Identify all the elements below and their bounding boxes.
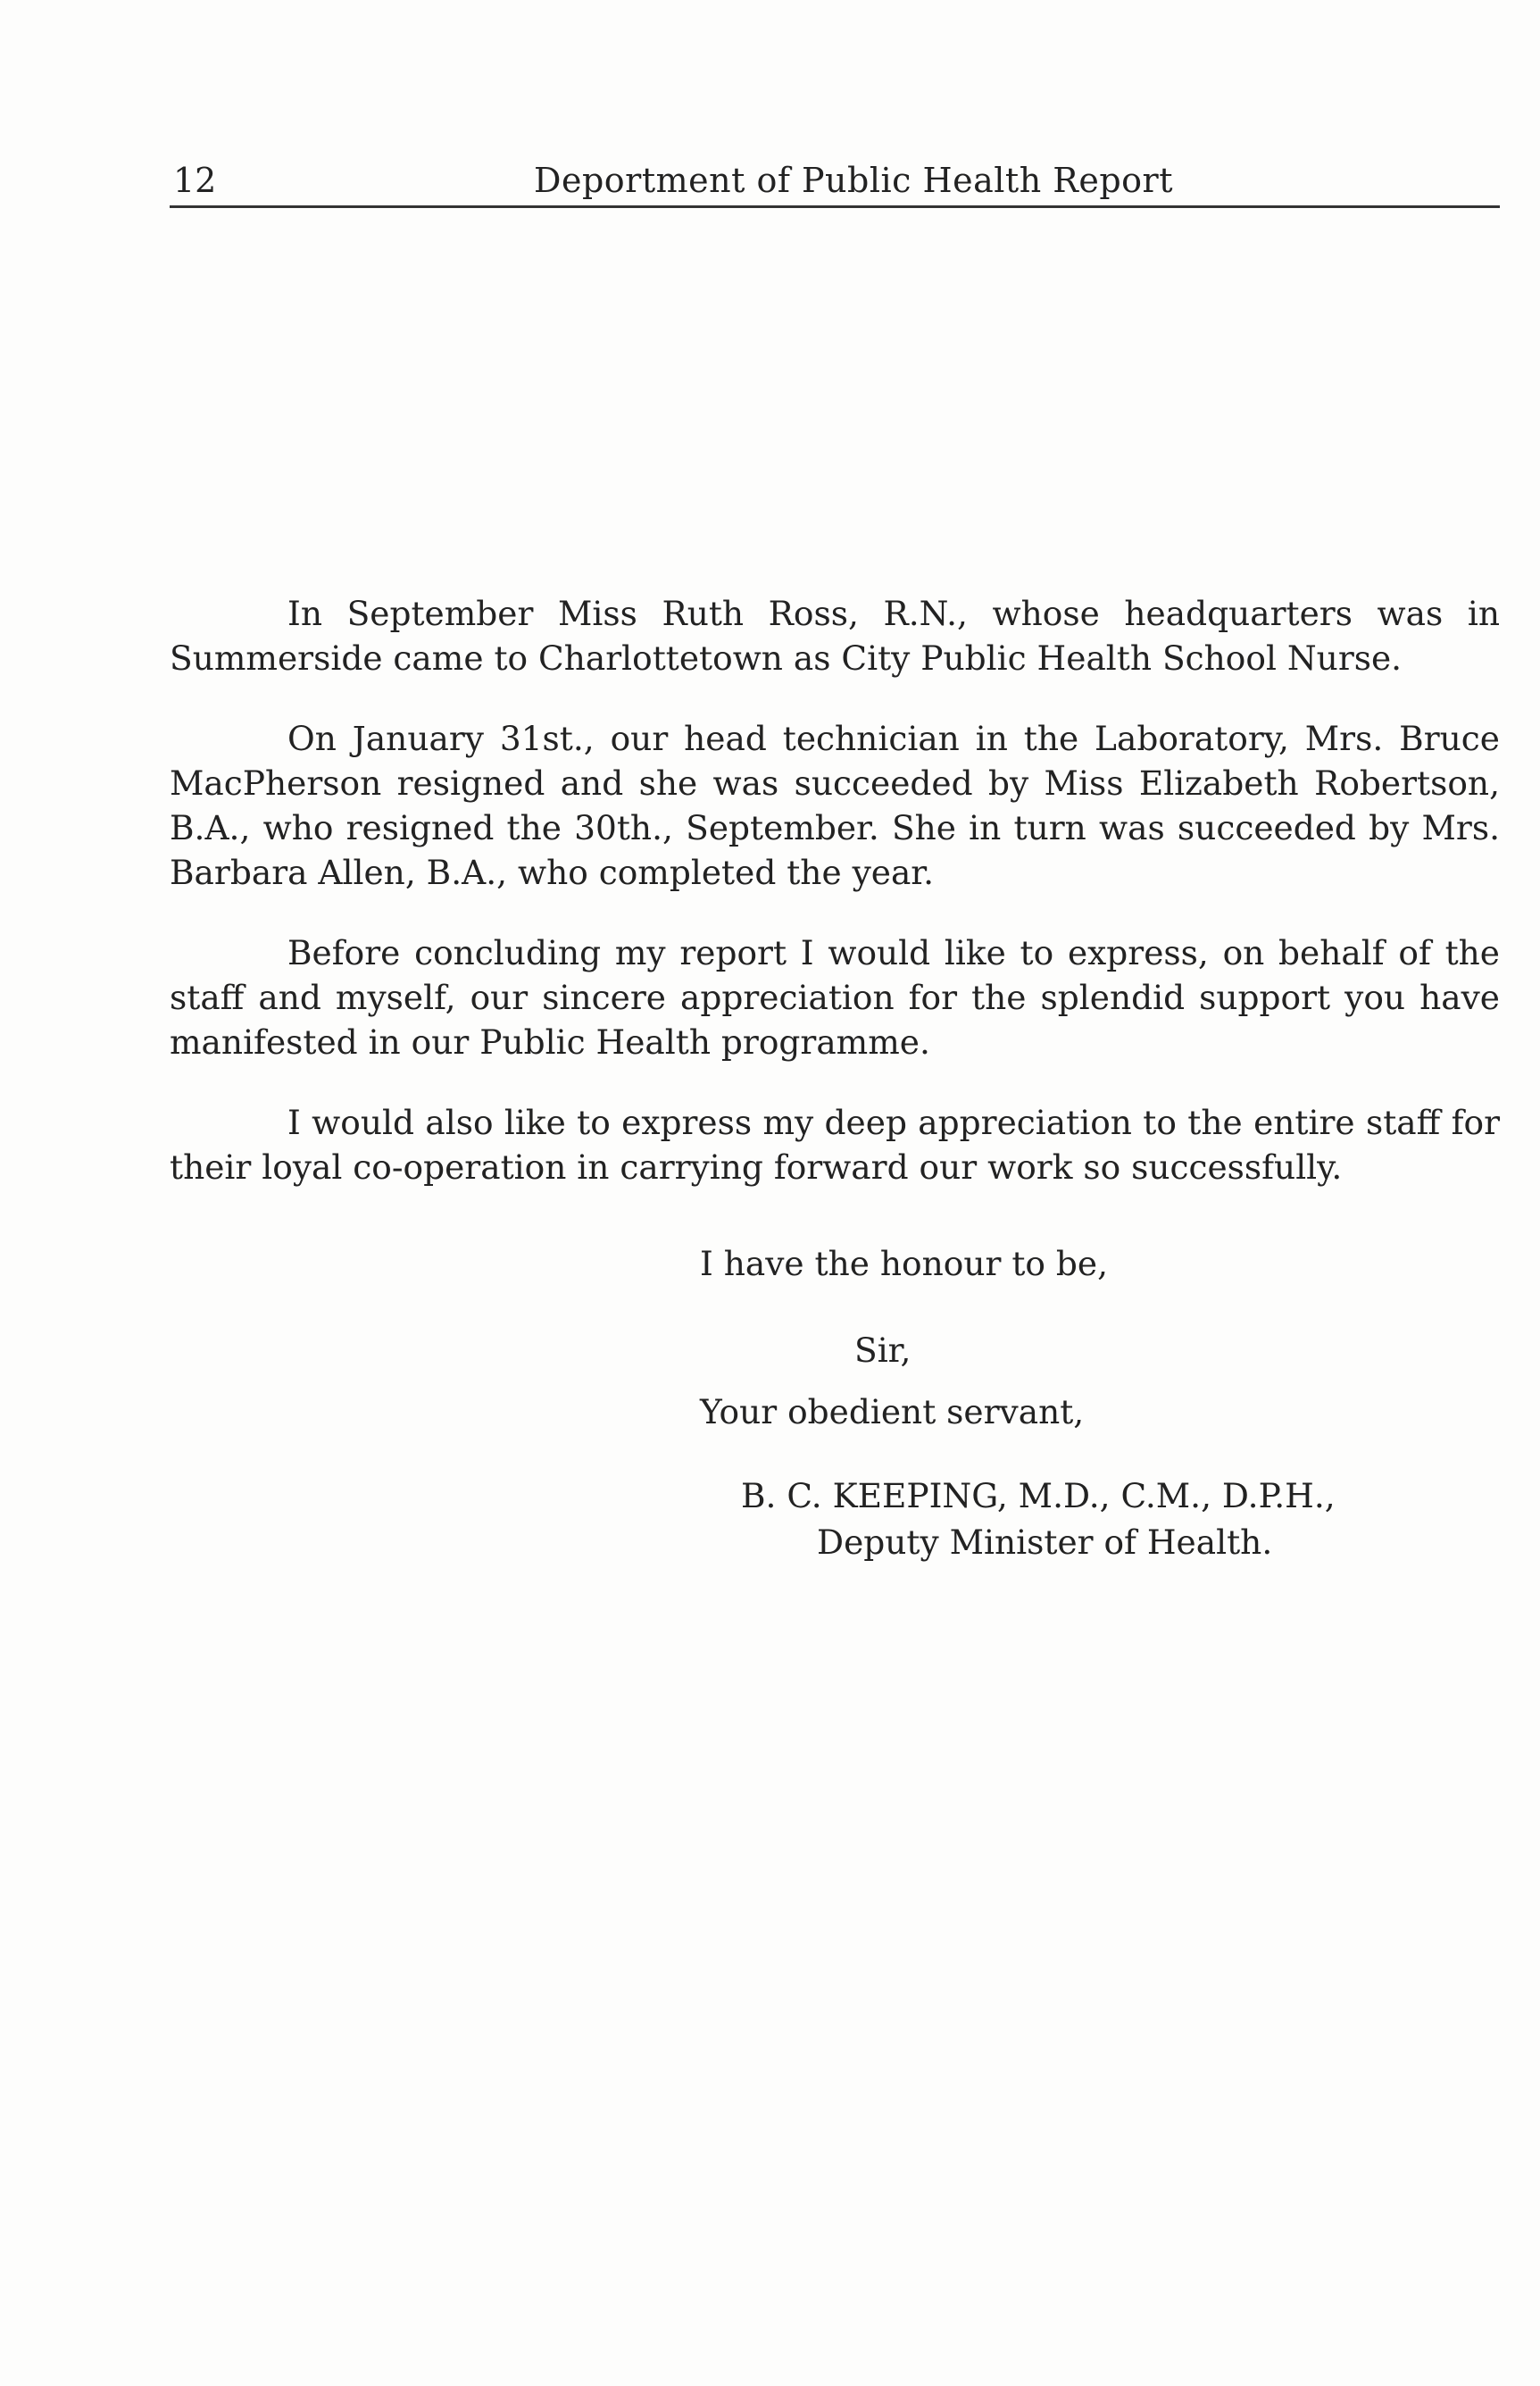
running-title: Deportment of Public Health Report bbox=[534, 161, 1173, 200]
closing-servant: Your obedient servant, bbox=[700, 1392, 1085, 1431]
report-body bbox=[170, 591, 1500, 1225]
closing-salutation: Sir, bbox=[854, 1331, 912, 1370]
paragraph-appreciation-staff: I would also like to express my deep appreciation to the entire staff for their loyal co-operation in carrying forward our work so successfully. bbox=[170, 1103, 1500, 1187]
paragraph-school-nurse: In September Miss Ruth Ross, R.N., whose headquarters was in Summerside came to Charlottetown as City Public Health School Nurse. bbox=[170, 594, 1500, 678]
running-header bbox=[170, 159, 1500, 208]
paragraph-laboratory-staff: On January 31st., our head technician in the Laboratory, Mrs. Bruce MacPherson resigned and she was succeeded by Miss Elizabeth Robertson, B.A., who resigned the 30th., September. She in turn was succeeded by Mrs. Barbara Allen, B.A., who completed the year. bbox=[170, 719, 1500, 892]
paragraph-appreciation-support: Before concluding my report I would like to express, on behalf of the staff and myself, our sincere appreciation for the splendid support you have manifested in our Public Health programme. bbox=[170, 933, 1500, 1062]
page-number: 12 bbox=[173, 161, 217, 200]
signatory-position: Deputy Minister of Health. bbox=[817, 1523, 1273, 1562]
signatory-name: B. C. KEEPING, M.D., C.M., D.P.H., bbox=[741, 1476, 1336, 1515]
closing-honour: I have the honour to be, bbox=[700, 1244, 1109, 1283]
